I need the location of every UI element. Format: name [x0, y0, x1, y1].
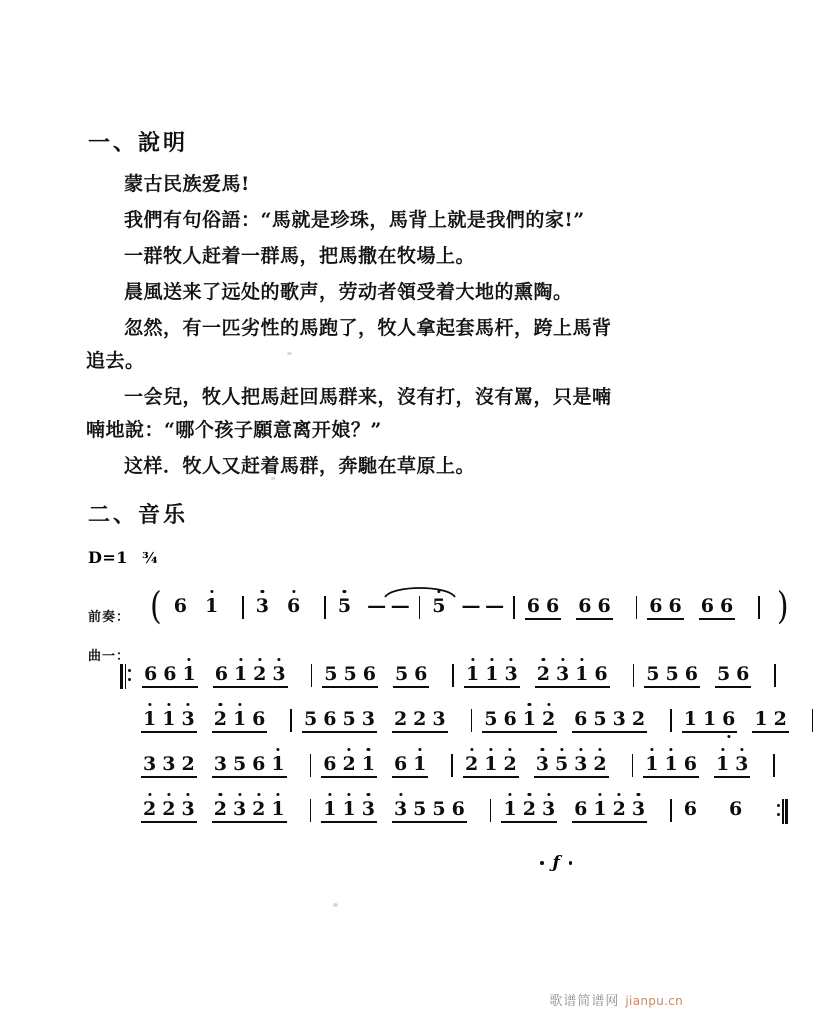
note: 3 — [571, 754, 590, 775]
bar-line — [670, 799, 672, 822]
key-label: D=1 — [88, 548, 128, 567]
note: 5 — [304, 708, 318, 730]
beamed-group — [320, 754, 378, 782]
note: 2 — [773, 708, 787, 730]
note: 1 — [481, 754, 500, 775]
note: 1 — [140, 709, 159, 730]
sustain-dash: — — — [367, 595, 409, 617]
tune-label: 曲一： — [88, 649, 131, 664]
note-cell — [202, 596, 233, 617]
note-cell — [253, 596, 284, 617]
beamed-group — [462, 754, 520, 782]
beamed-group — [141, 664, 199, 692]
note: 2 — [211, 799, 230, 820]
beamed-group — [500, 799, 558, 827]
note: 6 — [362, 663, 376, 685]
beamed-group — [571, 799, 648, 827]
note: 1 — [482, 664, 501, 685]
paragraph: 蒙古民族爱馬! — [124, 173, 250, 195]
beamed-group — [646, 596, 684, 624]
note: 5 — [552, 754, 571, 775]
note: 6 — [574, 708, 588, 730]
note: 5 — [232, 753, 247, 775]
staff-prelude — [148, 584, 791, 629]
beamed-group — [751, 709, 789, 737]
note: 1 — [702, 708, 717, 730]
note: 1 — [268, 754, 287, 775]
note: 3 — [143, 753, 157, 775]
staff-row-4 — [140, 799, 788, 827]
note: 3 — [213, 753, 227, 775]
note: 6 — [683, 753, 697, 775]
note-cell — [429, 596, 504, 617]
note: 5 — [665, 663, 679, 685]
note: 6 — [684, 663, 698, 685]
beamed-group — [321, 664, 379, 692]
note: 5 — [324, 663, 338, 685]
sustain-dash: — — — [461, 595, 504, 617]
paragraph: 忽然，有一匹劣性的馬跑了，牧人拿起套馬杆，跨上馬背追去。 — [86, 317, 612, 372]
note: 3 — [361, 708, 375, 730]
bar-line — [636, 596, 638, 619]
scan-speck — [333, 903, 338, 907]
beamed-group — [301, 709, 378, 737]
note: 6 — [173, 595, 187, 617]
note: 6 — [683, 798, 697, 820]
bar-line — [451, 754, 453, 777]
note: 6 — [414, 663, 428, 685]
paragraph: 这样．牧人又赶着馬群，奔馳在草原上。 — [124, 455, 476, 477]
beamed-group — [571, 709, 648, 737]
note: 6 — [700, 595, 714, 617]
beamed-group — [534, 664, 611, 692]
repeat-start-sign — [120, 664, 131, 689]
beamed-group — [714, 664, 752, 692]
note: 5 — [432, 798, 446, 820]
note: 3 — [533, 754, 552, 775]
note: 1 — [642, 754, 661, 775]
note: 2 — [610, 799, 629, 820]
bar-line — [773, 754, 775, 777]
note: 1 — [410, 754, 429, 775]
note: 3 — [162, 753, 176, 775]
watermark-url: jianpu.cn — [625, 994, 683, 1008]
note: 3 — [553, 664, 572, 685]
note: 1 — [520, 709, 539, 730]
bar-line — [513, 596, 515, 619]
beamed-group — [212, 664, 289, 692]
paragraph: 一群牧人赶着一群馬，把馬撒在牧場上。 — [124, 245, 476, 267]
note: 1 — [500, 799, 519, 820]
beamed-group — [391, 799, 468, 827]
note-cell — [171, 596, 202, 617]
beamed-group — [211, 754, 288, 782]
bar-line — [311, 664, 313, 687]
score-flourish — [540, 853, 572, 873]
note: 6 — [594, 663, 608, 685]
beamed-group — [643, 664, 701, 692]
note: 6 — [451, 798, 465, 820]
note: 6 — [649, 595, 663, 617]
bar-line — [471, 709, 473, 732]
note: 2 — [590, 754, 609, 775]
note: 3 — [432, 708, 446, 730]
note: 6 — [284, 596, 303, 617]
note: 3 — [732, 754, 751, 775]
scan-speck — [271, 477, 275, 480]
note: 1 — [202, 596, 221, 617]
flourish-mark: ƒ — [552, 853, 560, 873]
beamed-group — [392, 664, 430, 692]
note: 1 — [661, 754, 680, 775]
bar-line — [812, 709, 814, 732]
bar-line — [490, 799, 492, 822]
note: 6 — [728, 798, 743, 820]
beamed-group — [713, 754, 751, 782]
note: 3 — [612, 708, 626, 730]
note: 1 — [339, 799, 358, 820]
note: 5 — [394, 663, 409, 685]
bar-line — [633, 664, 635, 687]
note: 3 — [253, 596, 272, 617]
note: 5 — [342, 708, 356, 730]
watermark — [549, 990, 683, 1009]
note: 2 — [181, 753, 195, 775]
prelude-label: 前奏： — [88, 610, 131, 625]
bar-line — [310, 754, 312, 777]
bar-line — [670, 709, 672, 732]
note: 2 — [520, 799, 539, 820]
note: 6 — [736, 663, 750, 685]
bar-line — [758, 596, 760, 619]
bar-line — [632, 754, 634, 777]
key-signature — [88, 548, 158, 567]
bar-line — [774, 664, 776, 687]
prelude-close-paren: ) — [776, 584, 789, 629]
watermark-site-name: 歌谱简谱网 — [549, 994, 620, 1009]
note: 3 — [391, 799, 410, 820]
note: 6 — [574, 798, 588, 820]
note: 6 — [214, 663, 228, 685]
paragraph: 一会兒，牧人把馬赶回馬群来，沒有打，沒有罵，只是喃喃地說：“哪个孩子願意离开娘？” — [86, 386, 612, 441]
staff-row-1 — [120, 664, 785, 692]
staff-row-3 — [140, 754, 784, 782]
note: 6 — [323, 753, 337, 775]
section-two-heading: 二、音乐 — [88, 503, 189, 528]
prelude-open-paren: ( — [150, 584, 162, 629]
beamed-group — [320, 799, 378, 827]
note: 2 — [393, 708, 408, 730]
note: 2 — [140, 799, 159, 820]
time-signature: ¾ — [141, 548, 159, 567]
note: 1 — [754, 708, 768, 730]
note: 6 — [144, 663, 158, 685]
section-one-body — [86, 168, 626, 486]
beamed-group — [681, 709, 739, 737]
bar-line — [452, 664, 454, 687]
paragraph: 晨風送来了远处的歌声，劳动者領受着大地的熏陶。 — [124, 281, 573, 303]
note: 5 — [593, 708, 607, 730]
note: 2 — [413, 708, 427, 730]
note: 2 — [534, 664, 553, 685]
bar-line — [290, 709, 292, 732]
note: 1 — [683, 708, 697, 730]
beamed-group — [211, 799, 288, 827]
note: 1 — [463, 664, 482, 685]
note: 3 — [178, 709, 197, 730]
note: 2 — [500, 754, 519, 775]
note: 1 — [590, 799, 609, 820]
note: 2 — [462, 754, 481, 775]
note: 6 — [393, 753, 408, 775]
bar-line — [324, 596, 326, 619]
note: 1 — [320, 799, 339, 820]
beamed-group — [533, 754, 610, 782]
note: 2 — [339, 754, 358, 775]
note: 1 — [713, 754, 732, 775]
note: 6 — [503, 708, 517, 730]
note: 6 — [545, 595, 560, 617]
note: 5 — [646, 663, 660, 685]
paragraph: 我們有句俗語：“馬就是珍珠，馬背上就是我們的家!” — [124, 209, 585, 231]
note: 3 — [178, 799, 197, 820]
note: 1 — [230, 709, 249, 730]
note: 2 — [539, 709, 558, 730]
note: 3 — [359, 799, 378, 820]
staff-row-2 — [140, 709, 822, 737]
note: 6 — [597, 595, 611, 617]
bar-line — [242, 596, 244, 619]
note: 1 — [159, 709, 178, 730]
beamed-group — [463, 664, 521, 692]
note-cell — [335, 596, 410, 617]
beamed-group — [140, 754, 198, 782]
bar-line — [419, 596, 421, 619]
beamed-group — [698, 596, 736, 624]
beamed-group — [391, 709, 449, 737]
note: 3 — [269, 664, 288, 685]
beamed-group — [391, 754, 429, 782]
repeat-end-sign — [777, 799, 788, 824]
note: 2 — [250, 664, 269, 685]
beamed-group — [140, 799, 198, 827]
note: 3 — [539, 799, 558, 820]
note: 6 — [252, 753, 266, 775]
note: 1 — [359, 754, 378, 775]
note: 6 — [668, 595, 682, 617]
note: 6 — [323, 708, 337, 730]
beamed-group — [524, 596, 562, 624]
note: 5 — [429, 596, 448, 617]
beamed-group — [575, 596, 613, 624]
note: 5 — [716, 663, 731, 685]
note: 5 — [484, 708, 498, 730]
note: 1 — [179, 664, 198, 685]
beamed-group — [211, 709, 269, 737]
beamed-group — [642, 754, 700, 782]
note: 2 — [211, 709, 230, 730]
note: 5 — [335, 596, 354, 617]
note: 2 — [159, 799, 178, 820]
note: 6 — [578, 595, 592, 617]
note: 3 — [629, 799, 648, 820]
note: 3 — [501, 664, 520, 685]
bar-line — [310, 799, 312, 822]
note: 2 — [249, 799, 268, 820]
note: 5 — [413, 798, 427, 820]
note: 6 — [719, 709, 738, 730]
note: 6 — [252, 708, 266, 730]
flourish-dot-right — [569, 861, 573, 865]
note: 5 — [343, 663, 357, 685]
note: 6 — [526, 595, 540, 617]
beamed-group — [481, 709, 558, 737]
note: 1 — [572, 664, 591, 685]
note: 1 — [231, 664, 250, 685]
flourish-dot-left — [540, 861, 544, 865]
beamed-group — [140, 709, 198, 737]
section-one-heading: 一、說明 — [88, 131, 189, 156]
note: 6 — [719, 595, 734, 617]
note: 6 — [163, 663, 177, 685]
note-cell — [284, 596, 315, 617]
note: 1 — [268, 799, 287, 820]
scan-speck — [287, 352, 292, 355]
note: 3 — [230, 799, 249, 820]
note: 2 — [631, 708, 646, 730]
